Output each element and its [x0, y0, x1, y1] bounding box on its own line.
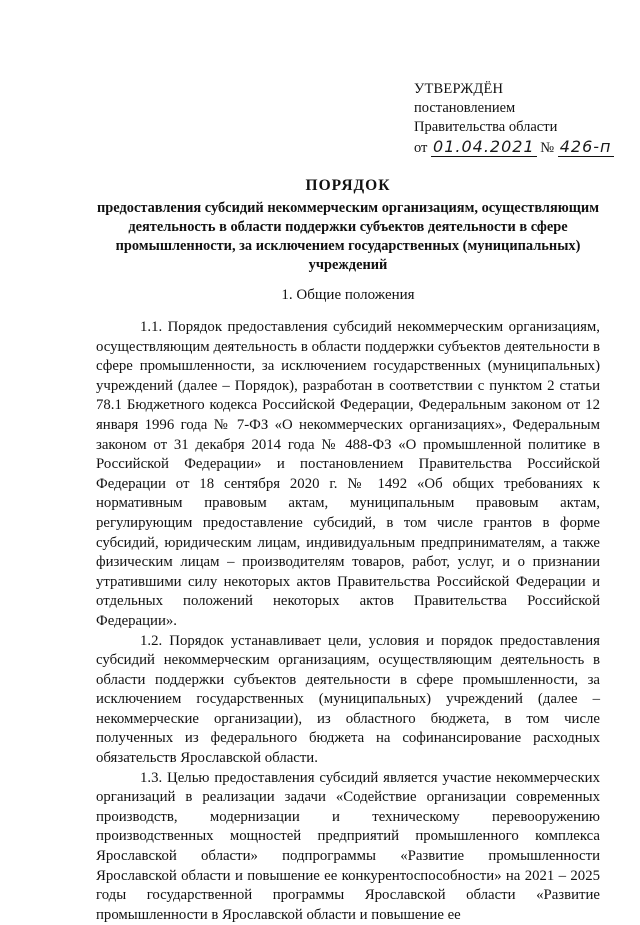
number-label: №	[540, 140, 555, 156]
approval-date-line	[414, 137, 614, 158]
paragraph-1-3: 1.3. Целью предоставления субсидий является участие некоммерческих организаций в реализации задачи «Содействие организации современных производств, модернизации и техническому перевооружению производственных мощностей предприятий промышленного комплекса Ярославской области» подпрограммы «Развитие промышленности Ярославской области и повышение ее конкурентоспособности» на 2021 – 2025 годы государственной программы Ярославской области «Развитие промышленности в Ярославской области и повышение ее	[96, 769, 600, 923]
paragraph-1-1: 1.1. Порядок предоставления субсидий некоммерческим организациям, осуществляющим деятельность в области поддержки субъектов деятельности в сфере промышленности, за исключением государственных (муниципальных) учреждений (далее – Порядок), разработан в соответствии с пунктом 2 статьи 78.1 Бюджетного кодекса Российской Федерации, Федеральным законом от 12 января 1996 года № 7-ФЗ «О некоммерческих организациях», Федеральным законом от 31 декабря 2014 года № 488-ФЗ «О промышленной политике в Российской Федерации» и постановлением Правительства Российской Федерации от 18 сентября 2020 г. № 1492 «Об общих требованиях к нормативным правовым актам, муниципальным правовым актам, регулирующим предоставление субсидий, в том числе грантов в форме субсидий, юридическим лицам, индивидуальным предпринимателям, а также физическим лицам – производителям товаров, работ, услуг, и о признании утратившими силу некоторых актов Правительства Российской Федерации и отдельных положений некоторых актов Правительства Российской Федерации».	[96, 319, 600, 629]
handwritten-date: 01.04.2021	[433, 137, 535, 156]
approval-line-3: Правительства области	[414, 119, 558, 135]
document-body	[96, 318, 600, 925]
title-subtitle: предоставления субсидий некоммерческим организациям, осуществляющим деятельность в области поддержки субъектов деятельности в сфере промышленности, за исключением государственных (муниципальных) учреждений	[96, 200, 600, 273]
section-heading: 1. Общие положения	[281, 287, 415, 303]
handwritten-number: 426-п	[559, 137, 612, 156]
paragraph-1-2: 1.2. Порядок устанавливает цели, условия и порядок предоставления субсидий некоммерческим организациям, осуществляющим деятельность в области поддержки субъектов деятельности в сфере промышленности, за исключением государственных (муниципальных) учреждений (далее – некоммерческие организации), из областного бюджета, в том числе полученных из федерального бюджета на софинансирование расходных обязательств Ярославской области.	[96, 632, 600, 767]
from-label: от	[414, 140, 428, 156]
approval-stamp	[414, 80, 614, 158]
approval-heading: УТВЕРЖДЁН	[414, 81, 504, 97]
document-title	[96, 177, 600, 275]
approval-line-2: постановлением	[414, 100, 516, 116]
title-main: ПОРЯДОК	[305, 177, 391, 194]
